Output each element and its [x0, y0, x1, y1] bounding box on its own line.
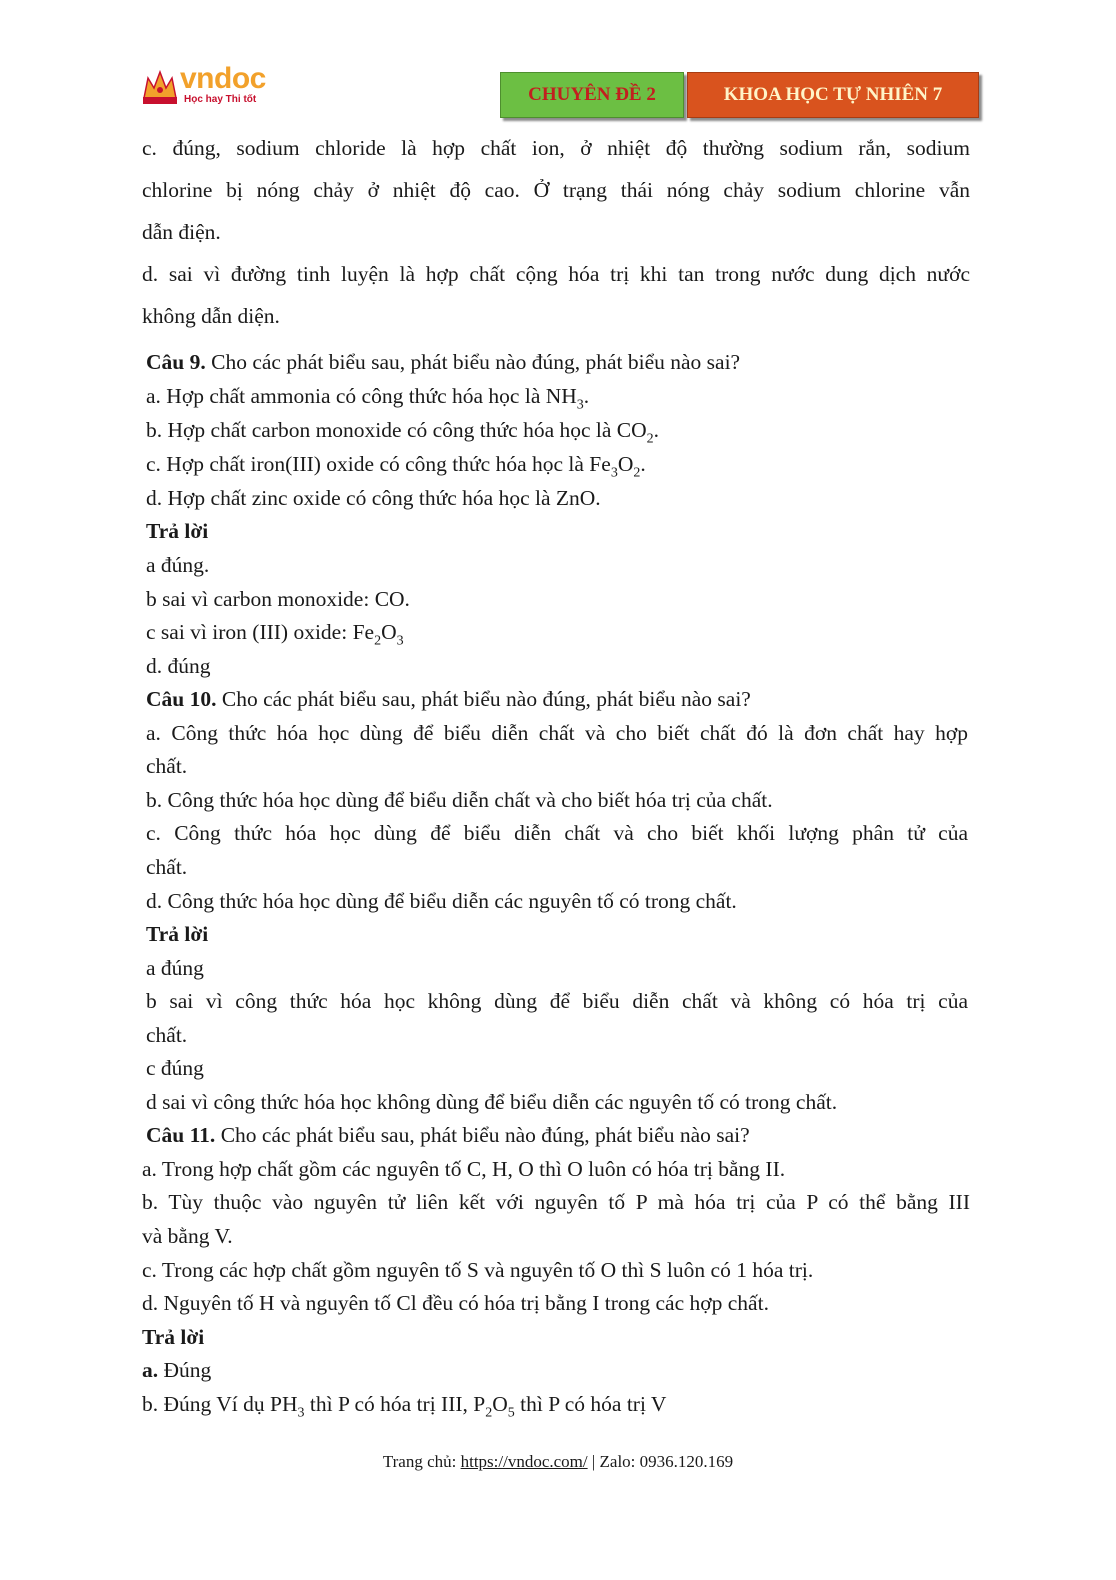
subscript: 3 [576, 397, 584, 413]
text-segment: O [492, 1392, 508, 1416]
text-line: dẫn điện. [142, 220, 221, 244]
text-line: d. Nguyên tố H và nguyên tố Cl đều có hóa trị bằng I trong các hợp chất. [142, 1291, 769, 1315]
question-text: Cho các phát biểu sau, phát biểu nào đúng, phát biểu nào sai? [216, 687, 751, 711]
footer-prefix: Trang chủ: [382, 1452, 461, 1471]
question-label: Câu 11. [146, 1123, 216, 1147]
text-segment: b. Hợp chất carbon monoxide có công thức hóa học là CO [146, 418, 647, 442]
text-line [142, 1360, 211, 1382]
footer-contact: | Zalo: 0936.120.169 [587, 1452, 734, 1471]
text-line: a đúng [146, 956, 204, 980]
text-line: c. đúng, sodium chloride là hợp chất ion, ở nhiệt độ thường sodium rắn, sodium [142, 136, 970, 160]
text-line: không dẫn diện. [142, 304, 280, 328]
question-10 [146, 689, 751, 711]
logo-wordmark: vndoc [180, 62, 266, 95]
subscript: 3 [396, 633, 404, 649]
text-segment: b. Đúng Ví dụ PH [142, 1392, 298, 1416]
text-line: c đúng [146, 1056, 204, 1080]
question-label: Câu 9. [146, 350, 206, 374]
text-line: d. Hợp chất zinc oxide có công thức hóa học là ZnO. [146, 486, 601, 510]
text-line: b sai vì công thức hóa học không dùng để biểu diễn chất và không có hóa trị của [146, 989, 968, 1013]
text-line: b. Tùy thuộc vào nguyên tử liên kết với nguyên tố P mà hóa trị của P có thể bằng III [142, 1190, 970, 1214]
text-segment: thì P có hóa trị III, P [304, 1392, 486, 1416]
vndoc-logo[interactable] [140, 62, 280, 110]
subscript: 2 [485, 1405, 493, 1421]
text-line: chất. [146, 754, 188, 778]
crown-icon [140, 68, 180, 106]
text-segment: a. Hợp chất ammonia có công thức hóa học là NH [146, 384, 577, 408]
text-line: chất. [146, 1023, 188, 1047]
question-9 [146, 352, 740, 374]
subscript: 2 [646, 431, 654, 447]
subscript: 2 [633, 465, 641, 481]
text-line [146, 622, 404, 648]
answer-heading: Trả lời [146, 922, 209, 946]
text-segment: thì P có hóa trị V [514, 1392, 667, 1416]
subscript: 5 [507, 1405, 515, 1421]
text-segment: . [583, 384, 590, 408]
text-line [146, 454, 646, 480]
subject-badge: KHOA HỌC TỰ NHIÊN 7 [687, 72, 979, 118]
text-line [146, 386, 589, 412]
homepage-link[interactable]: https://vndoc.com/ [460, 1452, 588, 1471]
text-segment: . [653, 418, 660, 442]
answer-heading: Trả lời [142, 1325, 205, 1349]
text-line: c. Trong các hợp chất gồm nguyên tố S và nguyên tố O thì S luôn có 1 hóa trị. [142, 1258, 814, 1282]
question-label: Câu 10. [146, 687, 217, 711]
question-text: Cho các phát biểu sau, phát biểu nào đúng, phát biểu nào sai? [215, 1123, 750, 1147]
text-line [146, 420, 659, 446]
text-line: d sai vì công thức hóa học không dùng để biểu diễn các nguyên tố có trong chất. [146, 1090, 838, 1114]
text-segment: O [617, 452, 634, 476]
text-line: và bằng V. [142, 1224, 233, 1248]
question-11 [146, 1125, 750, 1147]
text-segment: Đúng [158, 1358, 212, 1382]
answer-heading: Trả lời [146, 519, 209, 543]
text-segment: c. Hợp chất iron(III) oxide có công thức hóa học là Fe [146, 452, 611, 476]
logo-slogan: Học hay Thi tốt [184, 94, 257, 105]
page-footer [0, 1452, 1116, 1472]
text-line: b. Công thức hóa học dùng để biểu diễn chất và cho biết hóa trị của chất. [146, 788, 773, 812]
text-segment: O [381, 620, 397, 644]
text-line: chất. [146, 855, 188, 879]
text-line: d. đúng [146, 654, 211, 678]
text-line: d. Công thức hóa học dùng để biểu diễn các nguyên tố có trong chất. [146, 889, 737, 913]
text-line: c. Công thức hóa học dùng để biểu diễn chất và cho biết khối lượng phân tử của [146, 821, 968, 845]
question-text: Cho các phát biểu sau, phát biểu nào đúng, phát biểu nào sai? [205, 350, 741, 374]
subscript: 3 [610, 465, 618, 481]
text-line: a. Trong hợp chất gồm các nguyên tố C, H, O thì O luôn có hóa trị bằng II. [142, 1157, 786, 1181]
text-segment: c sai vì iron (III) oxide: Fe [146, 620, 375, 644]
text-segment: . [640, 452, 646, 476]
text-line: d. sai vì đường tinh luyện là hợp chất cộng hóa trị khi tan trong nước dung dịch nước [142, 262, 970, 286]
text-segment: a. [142, 1358, 159, 1382]
text-line: a đúng. [146, 553, 210, 577]
text-line [142, 1394, 666, 1420]
topic-badge: CHUYÊN ĐỀ 2 [500, 72, 684, 118]
text-line: chlorine bị nóng chảy ở nhiệt độ cao. Ở trạng thái nóng chảy sodium chlorine vẫn [142, 178, 970, 202]
subscript: 2 [374, 633, 382, 649]
text-line: a. Công thức hóa học dùng để biểu diễn chất và cho biết chất đó là đơn chất hay hợp [146, 721, 968, 745]
text-line: b sai vì carbon monoxide: CO. [146, 587, 410, 611]
subscript: 3 [297, 1405, 305, 1421]
